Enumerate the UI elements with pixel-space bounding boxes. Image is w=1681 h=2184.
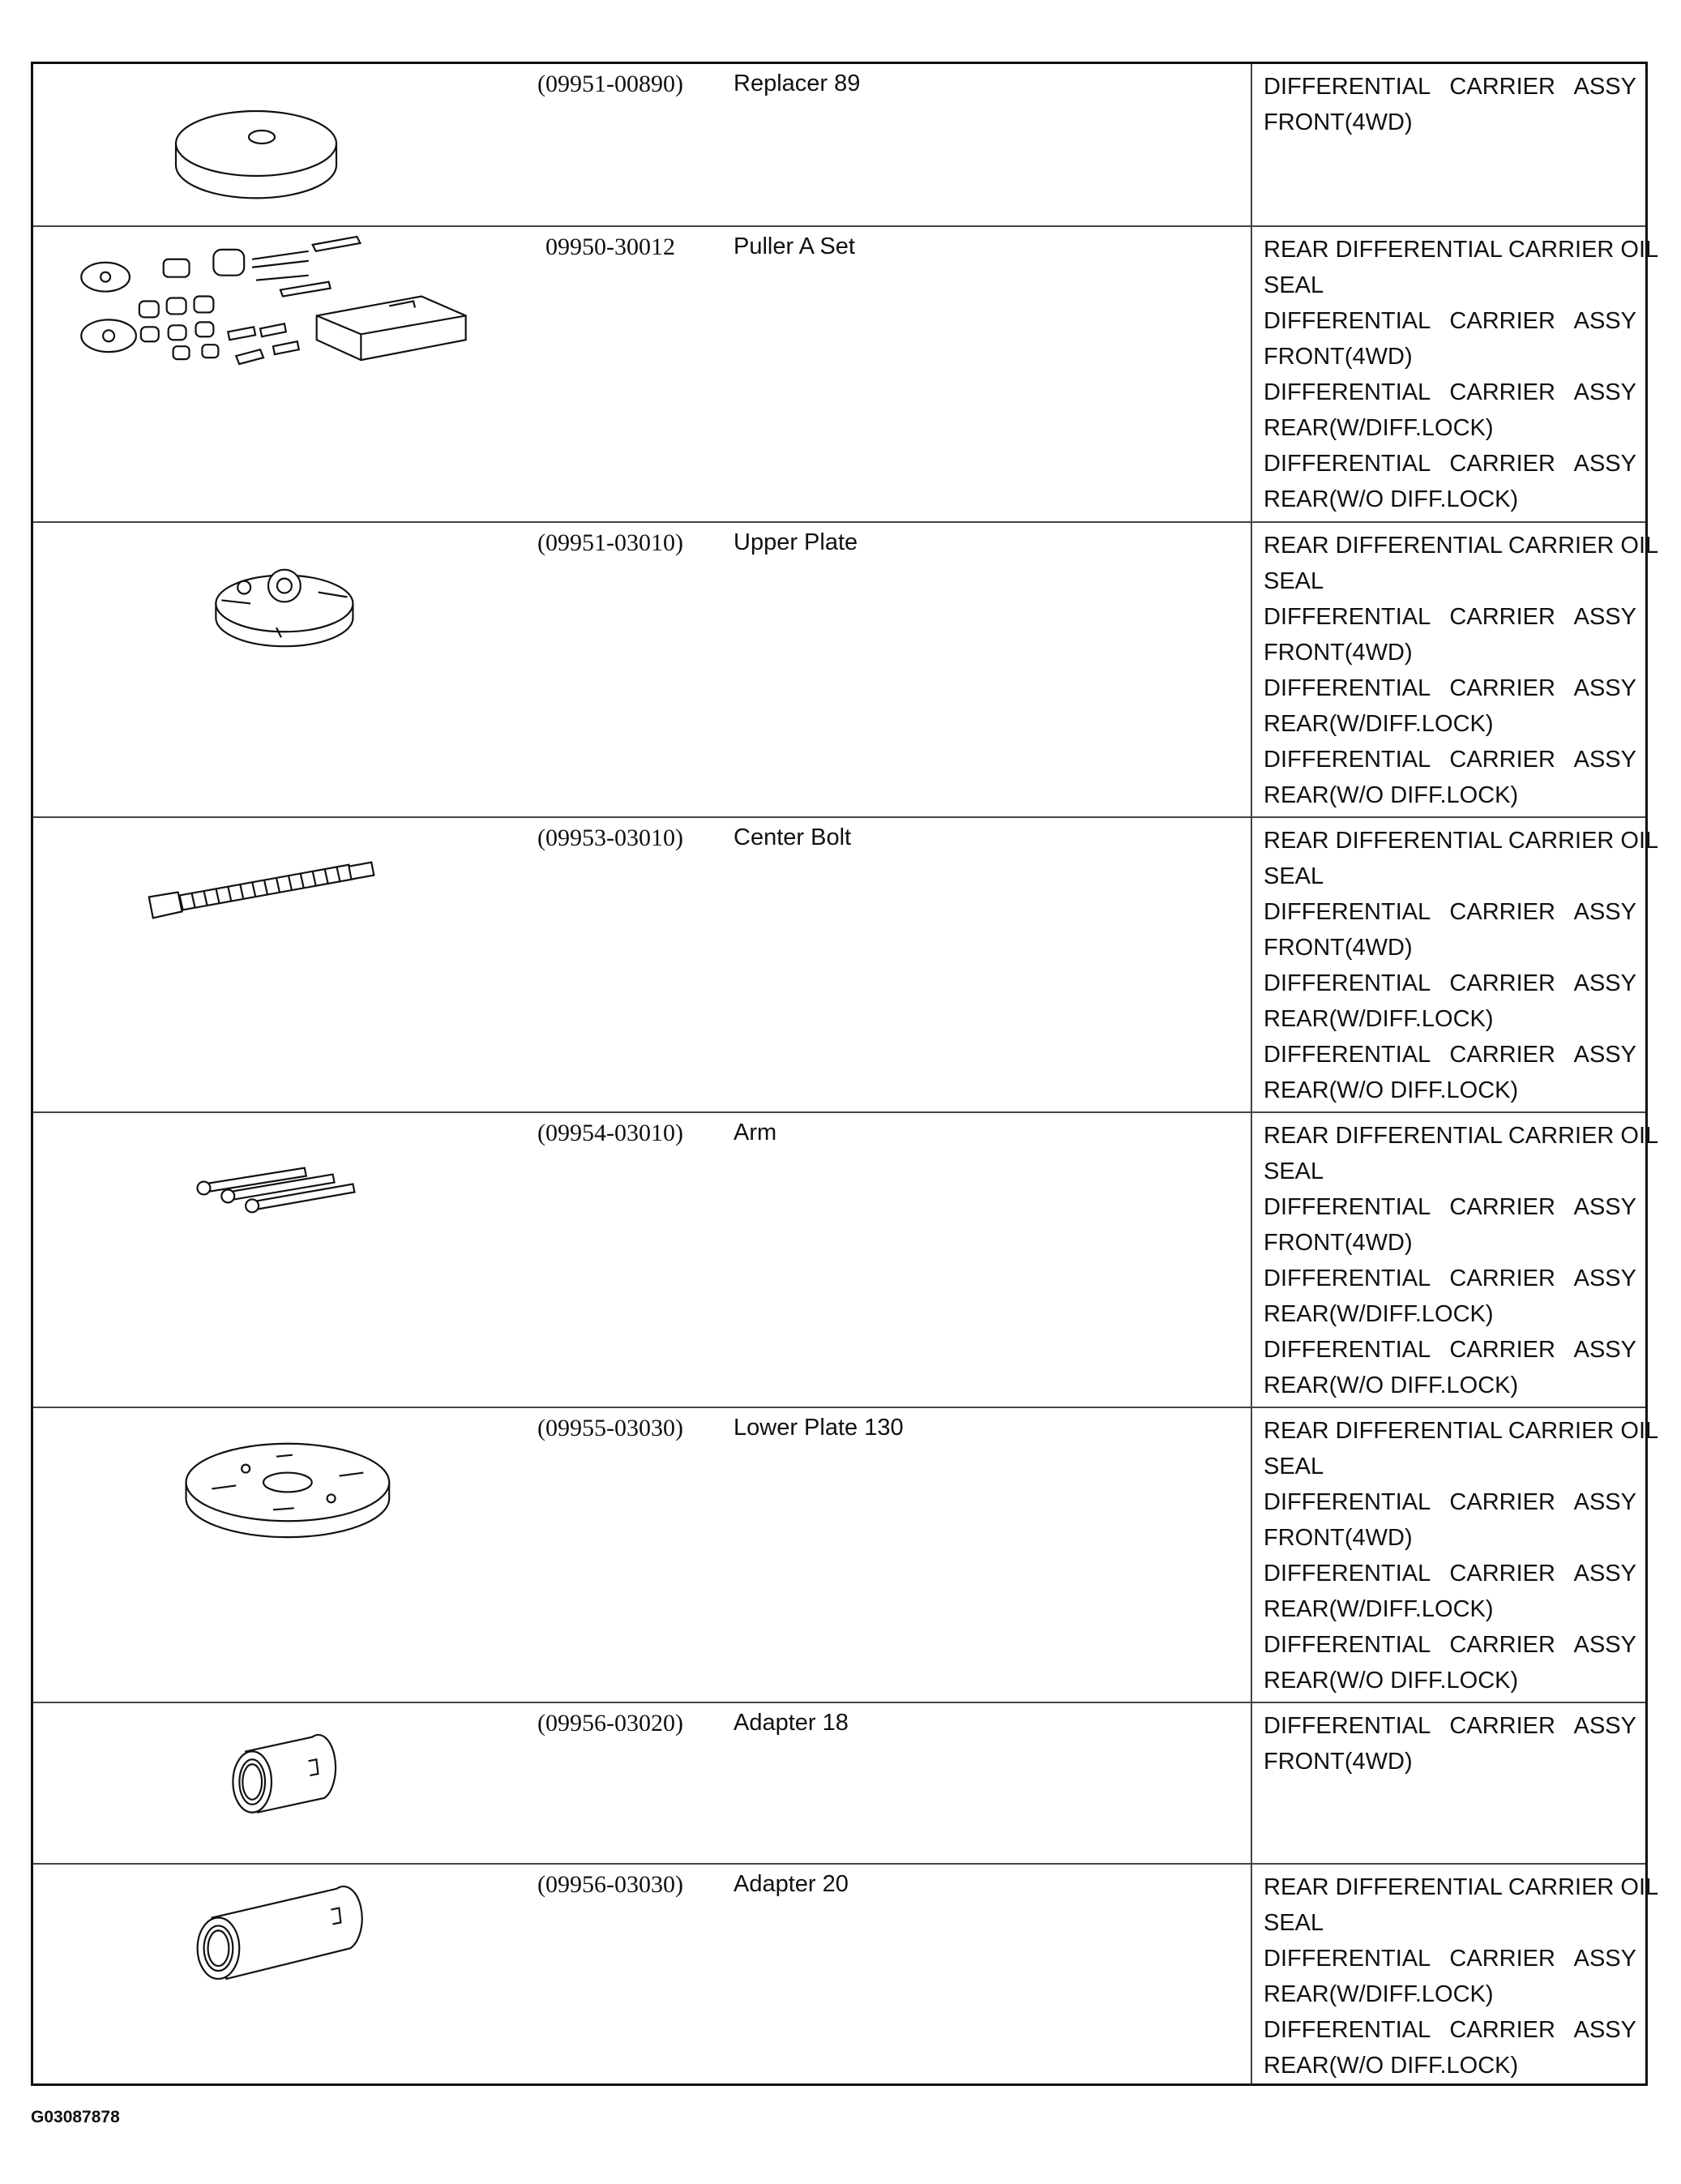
applies-line: REAR(W/O DIFF.LOCK)	[1264, 782, 1519, 808]
tool-name: Replacer 89	[734, 71, 861, 96]
tool-name: Arm	[734, 1120, 777, 1146]
applies-line: REAR DIFFERENTIAL CARRIER OIL	[1264, 1874, 1659, 1900]
applies-line: DIFFERENTIAL CARRIER ASSY	[1264, 747, 1636, 773]
applies-line: DIFFERENTIAL CARRIER ASSY	[1264, 1337, 1636, 1363]
applies-line: DIFFERENTIAL CARRIER ASSY	[1264, 451, 1636, 477]
applies-line: REAR(W/O DIFF.LOCK)	[1264, 1077, 1519, 1103]
part-number: (09956-03030)	[537, 1871, 683, 1898]
applies-to	[1251, 1408, 1659, 1702]
upper-plate-icon	[33, 523, 503, 816]
applies-line: DIFFERENTIAL CARRIER ASSY	[1264, 1713, 1636, 1739]
applies-line: DIFFERENTIAL CARRIER ASSY	[1264, 604, 1636, 630]
applies-line: FRONT(4WD)	[1264, 1749, 1413, 1775]
tool-name: Adapter 20	[734, 1871, 849, 1897]
applies-line: DIFFERENTIAL CARRIER ASSY	[1264, 74, 1636, 100]
tool-name: Center Bolt	[734, 824, 852, 850]
table-row	[33, 64, 1645, 225]
applies-line: DIFFERENTIAL CARRIER ASSY	[1264, 2017, 1636, 2043]
applies-line: SEAL	[1264, 568, 1324, 594]
applies-line: REAR DIFFERENTIAL CARRIER OIL	[1264, 1123, 1659, 1149]
applies-line: REAR DIFFERENTIAL CARRIER OIL	[1264, 237, 1659, 263]
tool-table	[31, 62, 1659, 2086]
applies-line: DIFFERENTIAL CARRIER ASSY	[1264, 1042, 1636, 1068]
applies-line: DIFFERENTIAL CARRIER ASSY	[1264, 1632, 1636, 1658]
tool-name: Lower Plate 130	[734, 1415, 904, 1441]
applies-line: DIFFERENTIAL CARRIER ASSY	[1264, 379, 1636, 405]
applies-line: REAR DIFFERENTIAL CARRIER OIL	[1264, 828, 1659, 854]
part-number: (09954-03010)	[537, 1120, 683, 1146]
applies-to	[1251, 523, 1659, 816]
adapter-20-icon	[33, 1865, 503, 2083]
applies-to	[1251, 1113, 1659, 1407]
applies-line: REAR(W/DIFF.LOCK)	[1264, 1596, 1494, 1622]
part-number: (09956-03020)	[537, 1710, 683, 1736]
applies-to	[1251, 64, 1648, 225]
applies-line: SEAL	[1264, 863, 1324, 889]
applies-line: REAR(W/O DIFF.LOCK)	[1264, 486, 1519, 512]
applies-line: FRONT(4WD)	[1264, 935, 1413, 961]
applies-line: DIFFERENTIAL CARRIER ASSY	[1264, 970, 1636, 996]
applies-line: SEAL	[1264, 272, 1324, 298]
table-row	[33, 225, 1659, 521]
table-row	[33, 521, 1659, 816]
applies-to	[1251, 1865, 1659, 2083]
applies-line: DIFFERENTIAL CARRIER ASSY	[1264, 1194, 1636, 1220]
applies-line: REAR(W/DIFF.LOCK)	[1264, 1006, 1494, 1032]
applies-line: FRONT(4WD)	[1264, 109, 1413, 135]
part-number: (09951-00890)	[537, 71, 683, 97]
table-row	[33, 1863, 1659, 2083]
applies-line: REAR(W/O DIFF.LOCK)	[1264, 1668, 1519, 1694]
applies-line: SEAL	[1264, 1910, 1324, 1936]
applies-line: REAR(W/O DIFF.LOCK)	[1264, 1372, 1519, 1398]
applies-to	[1251, 227, 1659, 521]
applies-line: REAR DIFFERENTIAL CARRIER OIL	[1264, 533, 1659, 559]
table-row	[33, 1702, 1645, 1863]
applies-line: FRONT(4WD)	[1264, 344, 1413, 370]
applies-line: REAR(W/DIFF.LOCK)	[1264, 711, 1494, 737]
applies-line: REAR(W/DIFF.LOCK)	[1264, 1301, 1494, 1327]
tool-name: Upper Plate	[734, 529, 858, 555]
applies-to	[1251, 1703, 1648, 1863]
applies-line: REAR(W/O DIFF.LOCK)	[1264, 2053, 1519, 2079]
arm-icon	[33, 1113, 503, 1407]
applies-line: DIFFERENTIAL CARRIER ASSY	[1264, 308, 1636, 334]
applies-line: DIFFERENTIAL CARRIER ASSY	[1264, 675, 1636, 701]
part-number: (09953-03010)	[537, 824, 683, 851]
applies-line: FRONT(4WD)	[1264, 1230, 1413, 1256]
applies-line: SEAL	[1264, 1158, 1324, 1184]
adapter-18-icon	[33, 1703, 503, 1863]
table-row	[33, 1111, 1659, 1407]
lower-plate-icon	[33, 1408, 503, 1702]
part-number: 09950-30012	[545, 233, 675, 260]
tool-name: Puller A Set	[734, 233, 855, 259]
table-row	[33, 1407, 1659, 1702]
applies-line: DIFFERENTIAL CARRIER ASSY	[1264, 1489, 1636, 1515]
applies-line: DIFFERENTIAL CARRIER ASSY	[1264, 1946, 1636, 1972]
applies-to	[1251, 818, 1659, 1111]
center-bolt-icon	[33, 818, 503, 1111]
applies-line: DIFFERENTIAL CARRIER ASSY	[1264, 1561, 1636, 1587]
applies-line: DIFFERENTIAL CARRIER ASSY	[1264, 1265, 1636, 1291]
applies-line: SEAL	[1264, 1454, 1324, 1480]
applies-line: FRONT(4WD)	[1264, 1525, 1413, 1551]
puller-set-icon	[33, 227, 503, 521]
figure-code: G03087878	[31, 2108, 120, 2126]
applies-line: FRONT(4WD)	[1264, 640, 1413, 666]
applies-line: REAR(W/DIFF.LOCK)	[1264, 415, 1494, 441]
part-number: (09955-03030)	[537, 1415, 683, 1441]
applies-line: DIFFERENTIAL CARRIER ASSY	[1264, 899, 1636, 925]
replacer-disc-icon	[33, 64, 503, 225]
tool-name: Adapter 18	[734, 1710, 849, 1736]
table-row	[33, 816, 1659, 1111]
applies-line: REAR DIFFERENTIAL CARRIER OIL	[1264, 1418, 1659, 1444]
part-number: (09951-03010)	[537, 529, 683, 556]
applies-line: REAR(W/DIFF.LOCK)	[1264, 1981, 1494, 2007]
